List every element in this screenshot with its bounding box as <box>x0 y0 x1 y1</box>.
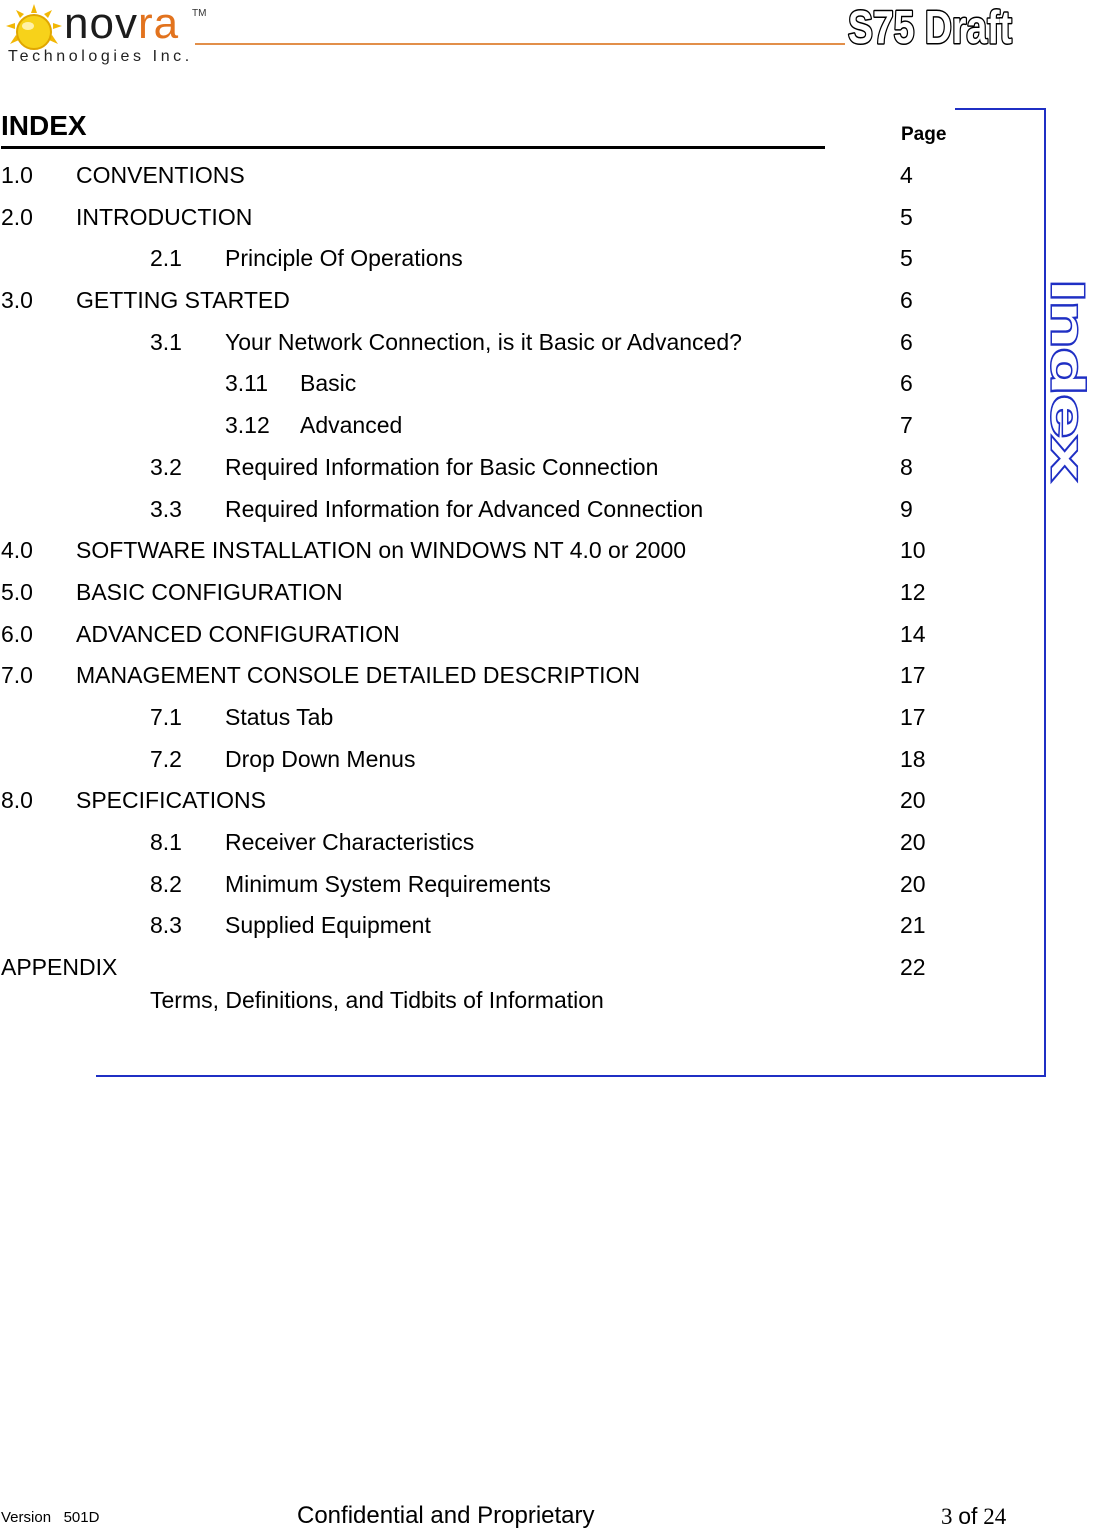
toc-entry-page: 5 <box>900 204 913 230</box>
toc-entry-title: GETTING STARTED <box>76 287 290 313</box>
toc-entry[interactable] <box>0 489 1000 529</box>
index-side-tab-label: Index <box>1042 280 1094 401</box>
toc-entry-page: 12 <box>900 579 926 605</box>
toc-entry[interactable] <box>0 614 1000 654</box>
toc-entry-page: 17 <box>900 662 926 688</box>
footer-version-label: Version <box>1 1509 52 1526</box>
toc-entry-title: CONVENTIONS <box>76 162 245 188</box>
toc-entry-title: Drop Down Menus <box>225 746 416 772</box>
toc-entry[interactable] <box>0 739 1000 779</box>
brand-name-part1: nov <box>64 0 138 48</box>
toc-entry-page: 20 <box>900 871 926 897</box>
toc-entry[interactable] <box>0 238 1000 278</box>
toc-entry-number: 8.0 <box>1 787 33 813</box>
appendix-description: Terms, Definitions, and Tidbits of Information <box>150 987 604 1013</box>
toc-entry[interactable] <box>0 530 1000 570</box>
page-column-heading: Page <box>901 124 947 145</box>
toc-entry-page: 10 <box>900 537 926 563</box>
toc-entry[interactable] <box>0 280 1000 320</box>
frame-top-line <box>955 108 1046 110</box>
footer-page-total: 24 <box>983 1504 1007 1529</box>
toc-entry-title: Supplied Equipment <box>225 912 431 938</box>
toc-entry-page: 6 <box>900 329 913 355</box>
toc-entry-title: Advanced <box>300 412 403 438</box>
draft-stamp-text: S75 Draft <box>848 1 1012 53</box>
toc-entry-number: 7.2 <box>150 746 182 772</box>
toc-entry-title: Receiver Characteristics <box>225 829 475 855</box>
toc-entry-title: BASIC CONFIGURATION <box>76 579 343 605</box>
toc-entry-number: 3.1 <box>150 329 182 355</box>
trademark-mark: TM <box>192 8 207 19</box>
toc-entry-page: 18 <box>900 746 926 772</box>
toc-entry-title: SPECIFICATIONS <box>76 787 266 813</box>
toc-entry-number: 2.1 <box>150 245 182 271</box>
toc-entry-title: Principle Of Operations <box>225 245 463 271</box>
toc-entry-title: MANAGEMENT CONSOLE DETAILED DESCRIPTION <box>76 662 641 688</box>
toc-entry-page: 21 <box>900 912 926 938</box>
draft-stamp <box>846 1 1016 53</box>
toc-entry-number: 7.1 <box>150 704 182 730</box>
footer-version-value: 501D <box>63 1509 100 1526</box>
toc-entry-page: 8 <box>900 454 913 480</box>
toc-entry-number: 7.0 <box>1 662 33 688</box>
toc-entry[interactable] <box>0 905 1000 945</box>
toc-entry-number: 5.0 <box>1 579 33 605</box>
toc-entry-page: 9 <box>900 496 913 522</box>
toc-entry-title: SOFTWARE INSTALLATION on WINDOWS NT 4.0 or 2000 <box>76 537 687 563</box>
toc-entry[interactable] <box>0 697 1000 737</box>
brand-name-part2: ra <box>137 0 180 48</box>
footer-page-of: of <box>958 1503 978 1529</box>
toc-entry-number: 3.2 <box>150 454 182 480</box>
footer-confidential: Confidential and Proprietary <box>297 1502 595 1529</box>
toc-entry-number: 1.0 <box>1 162 33 188</box>
toc-entry-title: Basic <box>300 370 357 396</box>
index-side-tab <box>1040 260 1100 500</box>
toc-entry-page: 14 <box>900 621 926 647</box>
toc-entry-title: ADVANCED CONFIGURATION <box>76 621 400 647</box>
footer-page-current: 3 <box>941 1504 953 1529</box>
toc-entry-page: 6 <box>900 370 913 396</box>
toc-entry-page: 4 <box>900 162 913 188</box>
toc-entry-number: 3.0 <box>1 287 33 313</box>
toc-entry[interactable] <box>0 822 1000 862</box>
toc-entry[interactable] <box>0 363 1000 403</box>
toc-entry[interactable] <box>0 197 1000 237</box>
toc-entry-page: 22 <box>900 954 926 980</box>
toc-entry-number: 2.0 <box>1 204 33 230</box>
footer-version <box>1 1509 99 1526</box>
toc-entry-page: 17 <box>900 704 926 730</box>
toc-entry-title: INTRODUCTION <box>76 204 253 230</box>
index-title: INDEX <box>1 110 87 141</box>
toc-entry-number: 3.3 <box>150 496 182 522</box>
toc-entry-number: 8.2 <box>150 871 182 897</box>
toc-entry[interactable] <box>0 572 1000 612</box>
toc-entry[interactable] <box>0 447 1000 487</box>
frame-right-line <box>1044 108 1046 1077</box>
company-subtitle: Technologies Inc. <box>8 48 193 65</box>
toc-entry-number: 6.0 <box>1 621 33 647</box>
footer-page-number <box>941 1503 1006 1530</box>
toc-entry-title: Status Tab <box>225 704 334 730</box>
toc-entry[interactable] <box>0 780 1000 820</box>
toc-entry-number: 8.1 <box>150 829 182 855</box>
brand-name <box>64 0 179 50</box>
toc-entry-title: APPENDIX <box>1 954 118 980</box>
toc-entry-page: 20 <box>900 829 926 855</box>
toc-entry-page: 20 <box>900 787 926 813</box>
toc-entry[interactable] <box>0 864 1000 904</box>
company-logo <box>2 2 232 72</box>
toc-entry-number: 3.12 <box>225 412 270 438</box>
toc-entry[interactable] <box>0 405 1000 445</box>
index-title-rule <box>1 146 825 149</box>
toc-entry-title: Minimum System Requirements <box>225 871 551 897</box>
toc-entry-page: 5 <box>900 245 913 271</box>
frame-bottom-line <box>96 1075 1046 1077</box>
toc-entry-page: 7 <box>900 412 913 438</box>
toc-entry[interactable] <box>0 155 1000 195</box>
toc-entry[interactable] <box>0 655 1000 695</box>
toc-entry-number: 4.0 <box>1 537 33 563</box>
toc-entry-title: Your Network Connection, is it Basic or Advanced? <box>225 329 742 355</box>
toc-entry-number: 8.3 <box>150 912 182 938</box>
toc-entry-page: 6 <box>900 287 913 313</box>
toc-entry-title: Required Information for Advanced Connection <box>225 496 704 522</box>
toc-entry[interactable] <box>0 322 1000 362</box>
header-divider <box>195 43 845 45</box>
toc-entry-title: Required Information for Basic Connection <box>225 454 659 480</box>
toc-entry-number: 3.11 <box>225 370 269 396</box>
